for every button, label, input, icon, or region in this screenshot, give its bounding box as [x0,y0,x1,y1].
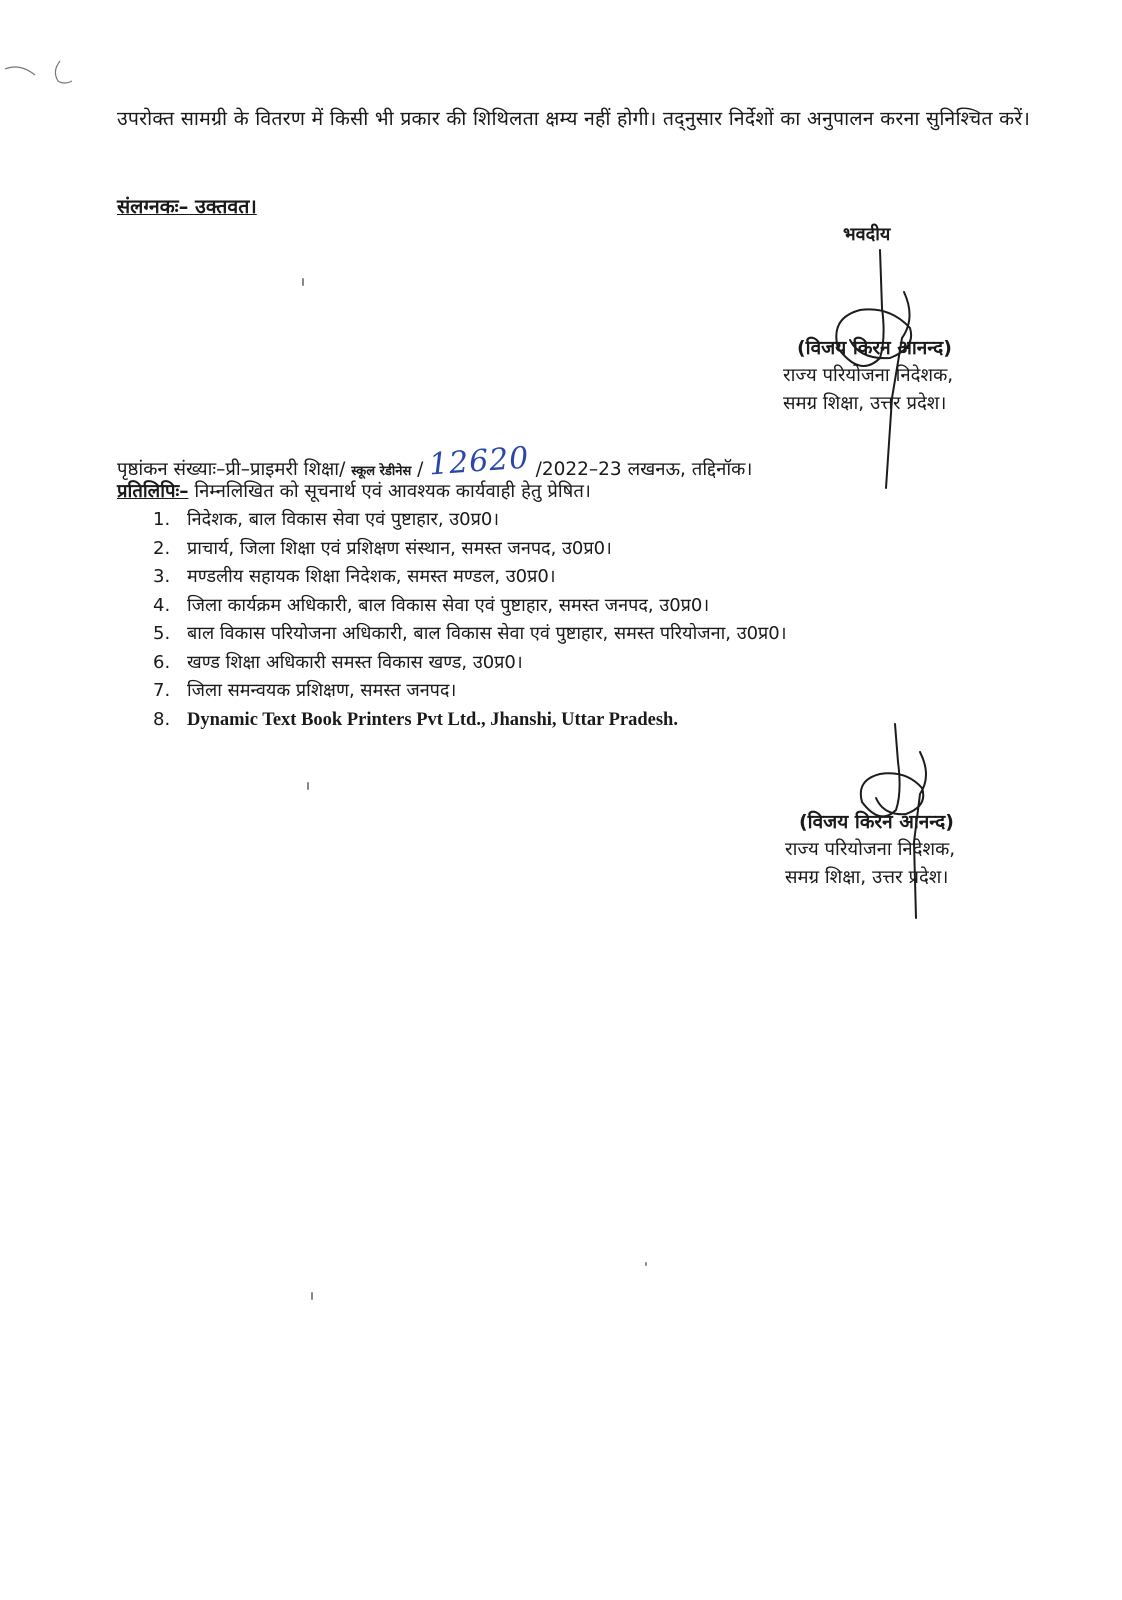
endorsement-prefix: पृष्ठांकन संख्याः–प्री–प्राइमरी शिक्षा/ [117,459,346,480]
list-item: 1. निदेशक, बाल विकास सेवा एवं पुष्टाहार, उ0प्र0। [153,509,500,530]
endorsement-suffix: /2022–23 लखनऊ, तद्दिनॉक। [535,459,753,480]
scan-speck [311,1292,313,1300]
list-item: 3. मण्डलीय सहायक शिक्षा निदेशक, समस्त मण्डल, उ0प्र0। [153,566,556,587]
scan-speck [307,782,309,790]
list-item: 4. जिला कार्यक्रम अधिकारी, बाल विकास सेवा एवं पुष्टाहार, समस्त जनपद, उ0प्र0। [153,594,710,616]
enclosure-text: संलग्नकः– उक्तवत। [117,195,257,218]
copy-heading [117,478,591,503]
handwritten-number: 12620 [428,440,531,483]
list-item: 6. खण्ड शिक्षा अधिकारी समस्त विकास खण्ड, उ0प्र0। [153,651,523,673]
endorsement-small-text: स्कूल रेडीनेस [351,464,412,479]
scan-speck [645,1262,647,1266]
recipient-list [153,506,787,734]
signatory-name: (विजय किरन आनन्द) [799,811,954,833]
signatory-designation: राज्य परियोजना निदेशक, [785,839,956,860]
signature-block-2 [785,808,955,892]
endorsement-separator: / [417,459,424,480]
scan-mark [0,55,80,95]
list-item: 2. प्राचार्य, जिला शिक्षा एवं प्रशिक्षण संस्थान, समस्त जनपद, उ0प्र0। [153,537,612,559]
signature-block-1 [783,334,953,418]
signatory-name: (विजय किरन आनन्द) [797,337,952,359]
list-item: 8. Dynamic Text Book Printers Pvt Ltd., Jhanshi, Uttar Pradesh. [153,708,678,730]
list-item: 7. जिला समन्वयक प्रशिक्षण, समस्त जनपद। [153,680,457,701]
list-item: 5. बाल विकास परियोजना अधिकारी, बाल विकास सेवा एवं पुष्टाहार, समस्त परियोजना, उ0प्र0। [153,623,787,644]
body-paragraph: उपरोक्त सामग्री के वितरण में किसी भी प्रकार की शिथिलता क्षम्य नहीं होगी। तद्नुसार निर्देशों का अनुपालन करना सुनिश्चित करें। [117,107,1031,130]
signatory-office: समग्र शिक्षा, उत्तर प्रदेश। [783,393,947,414]
enclosure-note [117,192,257,219]
scan-speck [302,278,304,286]
copy-text: निम्नलिखित को सूचनार्थ एवं आवश्यक कार्यवाही हेतु प्रेषित। [194,481,591,502]
signatory-office: समग्र शिक्षा, उत्तर प्रदेश। [785,867,949,888]
signatory-designation: राज्य परियोजना निदेशक, [783,365,954,386]
copy-label: प्रतिलिपिः– [117,481,189,502]
closing-salutation: भवदीय [843,224,891,245]
